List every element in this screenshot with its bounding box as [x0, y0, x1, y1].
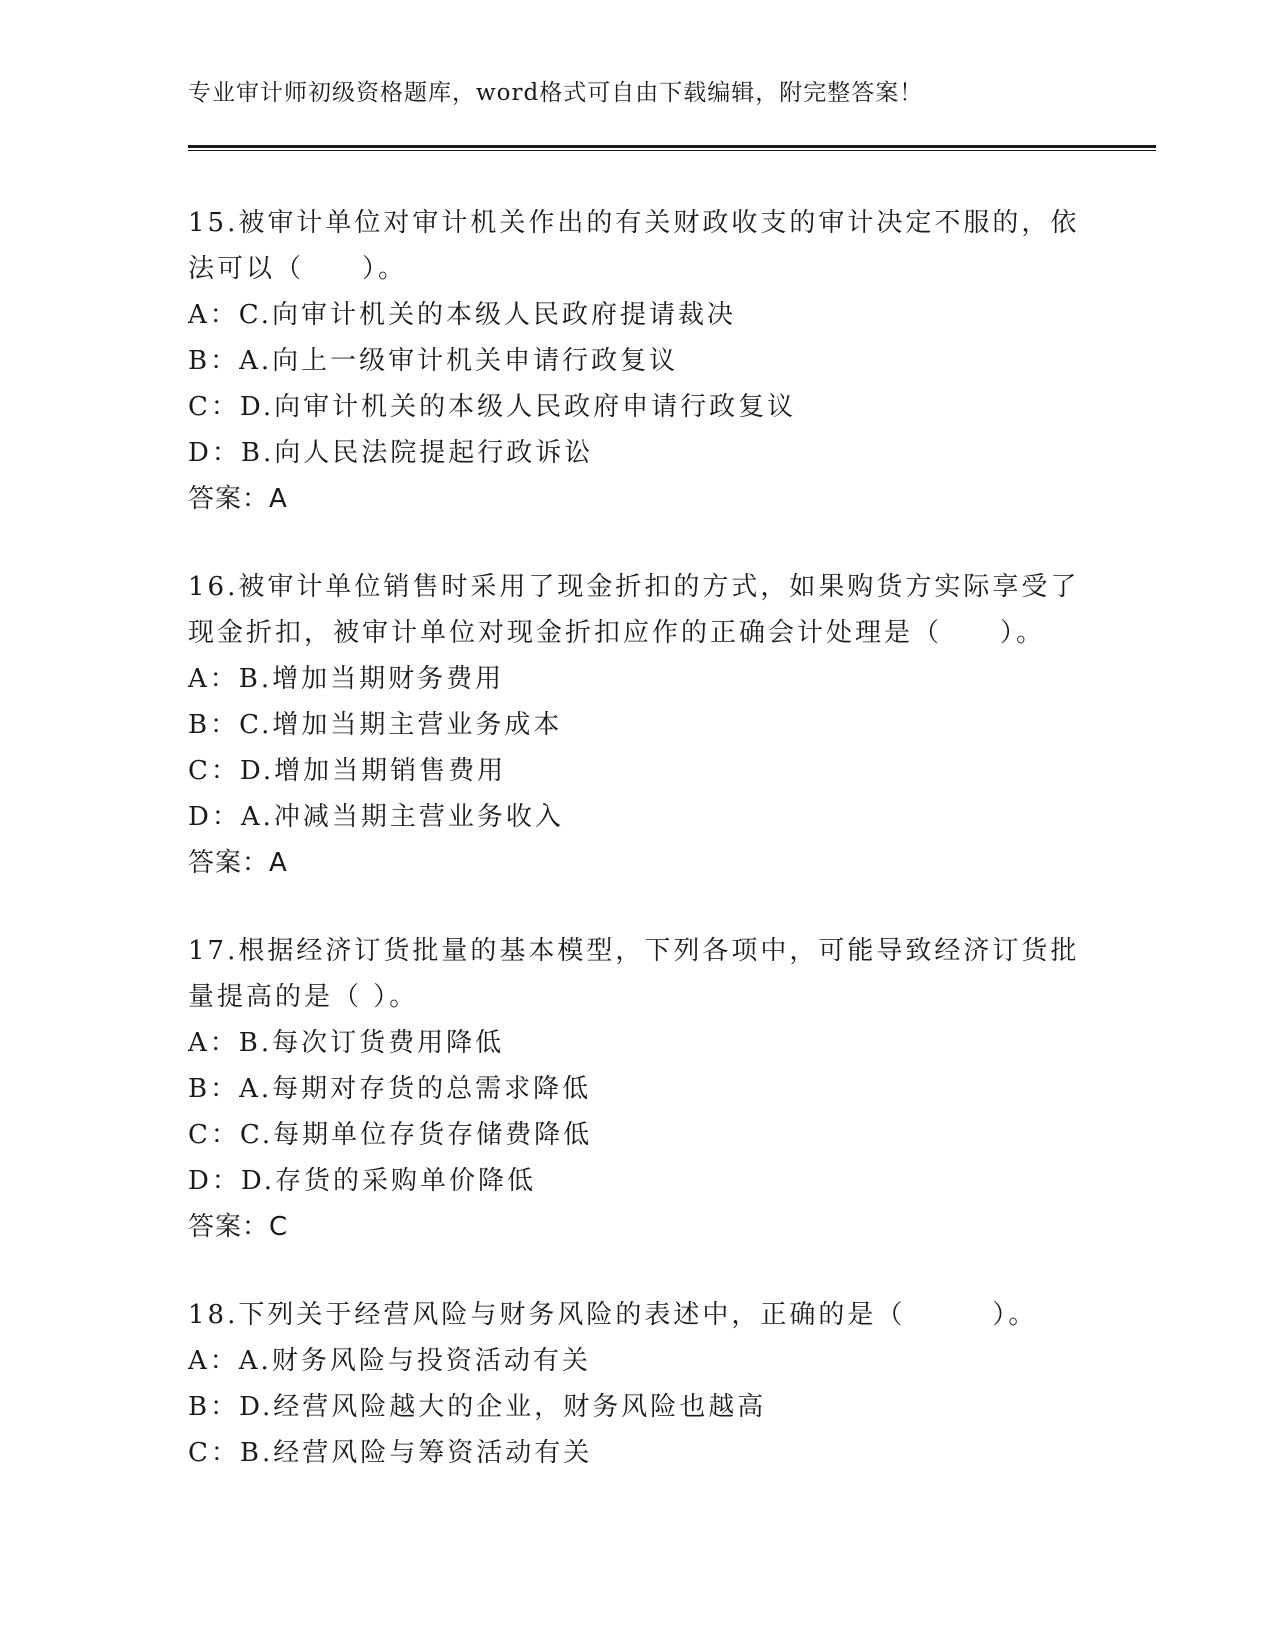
question-17 [188, 928, 1088, 1250]
option-b: B：A.每期对存货的总需求降低 [188, 1074, 592, 1104]
option-a: A：A.财务风险与投资活动有关 [188, 1346, 591, 1376]
option-d: D：A.冲减当期主营业务收入 [188, 802, 564, 832]
question-15 [188, 200, 1088, 522]
question-stem-line: 18.下列关于经营风险与财务风险的表述中，正确的是（ ）。 [188, 1300, 1038, 1330]
option-c: C：D.增加当期销售费用 [188, 756, 507, 786]
question-stem-line: 量提高的是（ ）。 [188, 982, 419, 1012]
option-b: B：C.增加当期主营业务成本 [188, 710, 563, 740]
header-divider [188, 145, 1156, 151]
question-stem-line: 17.根据经济订货批量的基本模型，下列各项中，可能导致经济订货批 [188, 936, 1080, 966]
option-c: C：D.向审计机关的本级人民政府申请行政复议 [188, 392, 797, 422]
option-a: A：B.增加当期财务费用 [188, 664, 505, 694]
option-a: A：B.每次订货费用降低 [188, 1028, 505, 1058]
answer-text: 答案：C [188, 1212, 289, 1242]
question-stem-line: 现金折扣，被审计单位对现金折扣应作的正确会计处理是（ ）。 [188, 618, 1046, 648]
option-a: A：C.向审计机关的本级人民政府提请裁决 [188, 300, 737, 330]
option-c: C：B.经营风险与筹资活动有关 [188, 1438, 593, 1468]
question-18 [188, 1292, 1088, 1476]
option-c: C：C.每期单位存货存储费降低 [188, 1120, 593, 1150]
question-16 [188, 564, 1088, 886]
question-stem-line: 法可以（ ）。 [188, 254, 408, 284]
question-stem-line: 15.被审计单位对审计机关作出的有关财政收支的审计决定不服的，依 [188, 208, 1080, 238]
question-stem-line: 16.被审计单位销售时采用了现金折扣的方式，如果购货方实际享受了 [188, 572, 1080, 602]
option-b: B：D.经营风险越大的企业，财务风险也越高 [188, 1392, 767, 1422]
question-list [188, 200, 1088, 1518]
answer-text: 答案：A [188, 848, 288, 878]
answer-text: 答案：A [188, 484, 288, 514]
option-b: B：A.向上一级审计机关申请行政复议 [188, 346, 679, 376]
option-d: D：B.向人民法院提起行政诉讼 [188, 438, 594, 468]
page-header: 专业审计师初级资格题库，word格式可自由下载编辑，附完整答案！ [188, 80, 924, 106]
option-d: D：D.存货的采购单价降低 [188, 1166, 537, 1196]
